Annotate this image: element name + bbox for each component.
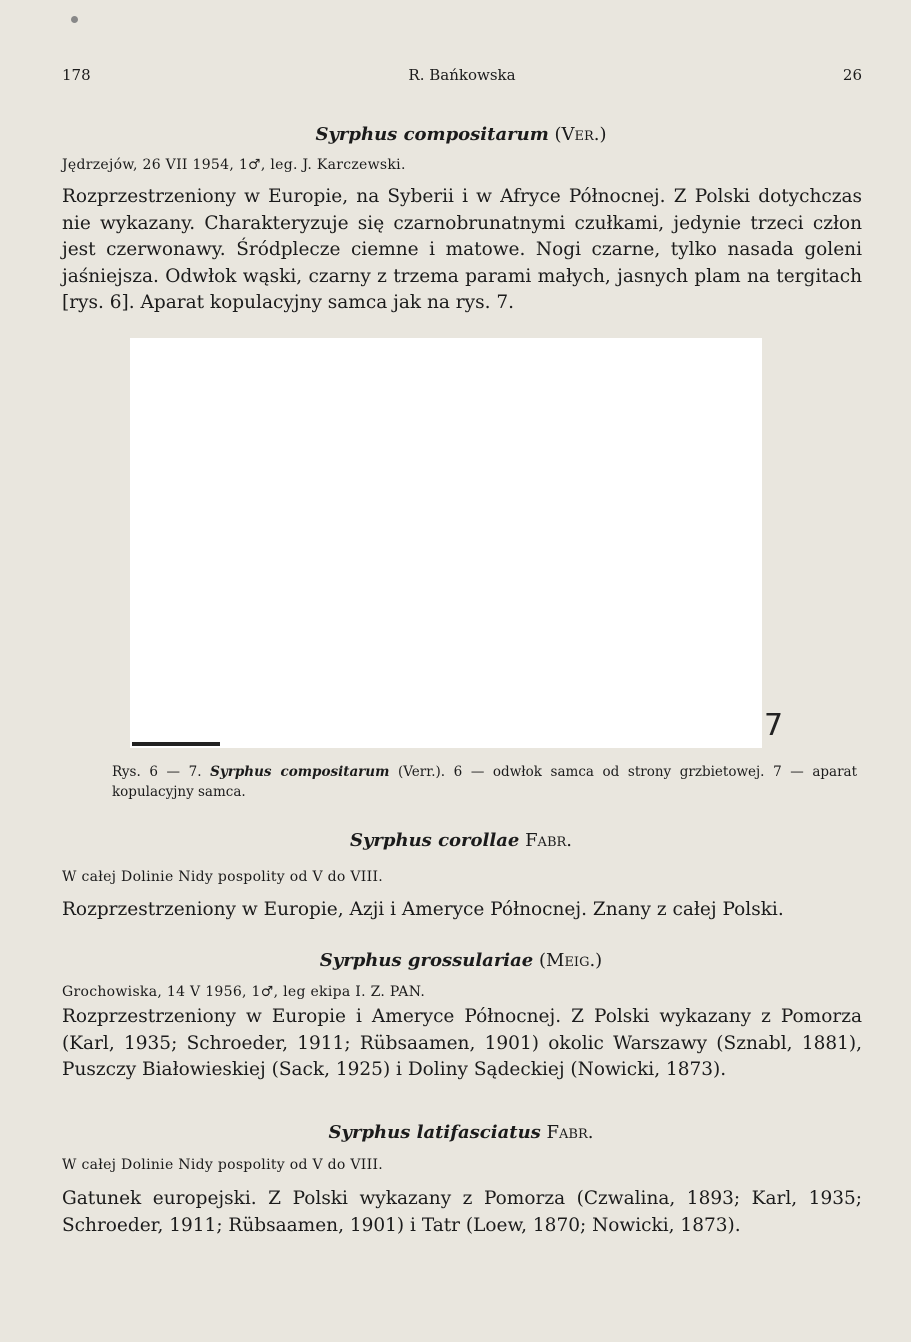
species-name: Syrphus compositarum bbox=[315, 124, 549, 145]
volume-number: 26 bbox=[842, 66, 862, 84]
running-header bbox=[62, 66, 862, 92]
section-heading-latifasciatus bbox=[58, 1122, 864, 1143]
collection-record: Grochowiska, 14 V 1956, 1♂, leg ekipa I. Z. PAN. bbox=[62, 984, 426, 1000]
figure-image bbox=[130, 338, 762, 748]
figure-caption bbox=[112, 762, 857, 802]
species-description: Rozprzestrzeniony w Europie, Azji i Ameryce Północnej. Znany z całej Polski. bbox=[62, 899, 784, 920]
section-heading-corollae bbox=[58, 830, 864, 851]
caption-text: (Verr.). 6 — odwłok samca od strony grzbietowej. 7 — aparat kopulacyjny samca. bbox=[112, 764, 858, 800]
scan-speck bbox=[71, 16, 78, 23]
caption-species: Syrphus compositarum bbox=[210, 764, 390, 780]
figure-label: 7 bbox=[764, 708, 784, 743]
running-author: R. Bańkowska bbox=[408, 66, 516, 84]
species-author: (Meig.) bbox=[538, 950, 603, 971]
scale-bar bbox=[132, 742, 220, 746]
species-name: Syrphus latifasciatus bbox=[328, 1122, 541, 1143]
caption-prefix: Rys. 6 — 7. bbox=[112, 764, 202, 780]
collection-record: Jędrzejów, 26 VII 1954, 1♂, leg. J. Karczewski. bbox=[62, 157, 406, 173]
species-author: Fabr. bbox=[546, 1122, 594, 1143]
species-author: (Ver.) bbox=[554, 124, 607, 145]
species-description: Rozprzestrzeniony w Europie i Ameryce Północnej. Z Polski wykazany z Pomorza (Karl, 1935; Schroeder, 1911; Rübsaamen, 1901) okolic Warszawy (Sznabl, 1881), Puszczy Białowieskiej (Sack, 1925) i Doliny Sądeckiej (Nowicki, 1873). bbox=[62, 1006, 862, 1080]
collection-record: W całej Dolinie Nidy pospolity od V do VIII. bbox=[62, 1157, 384, 1173]
species-description: Gatunek europejski. Z Polski wykazany z Pomorza (Czwalina, 1893; Karl, 1935; Schroeder, 1911; Rübsaamen, 1901) i Tatr (Loew, 1870; Nowicki, 1873). bbox=[62, 1188, 862, 1236]
collection-record: W całej Dolinie Nidy pospolity od V do VIII. bbox=[62, 869, 384, 885]
section-heading-grossulariae bbox=[58, 950, 864, 971]
species-author: Fabr. bbox=[525, 830, 573, 851]
species-description: Rozprzestrzeniony w Europie, na Syberii i w Afryce Północnej. Z Polski dotychczas nie wykazany. Charakteryzuje się czarnobrunatnymi czułkami, jedynie trzeci człon jest czerwonawy. Śródplecze ciemne i matowe. Nogi czarne, tylko nasada goleni jaśniejsza. Odwłok wąski, czarny z trzema parami małych, jasnych plam na tergitach [rys. 6]. Aparat kopulacyjny samca jak na rys. 7. bbox=[62, 186, 862, 313]
page-number: 178 bbox=[62, 66, 91, 84]
section-heading-compositarum bbox=[58, 124, 864, 145]
species-name: Syrphus grossulariae bbox=[319, 950, 534, 971]
species-name: Syrphus corollae bbox=[349, 830, 520, 851]
